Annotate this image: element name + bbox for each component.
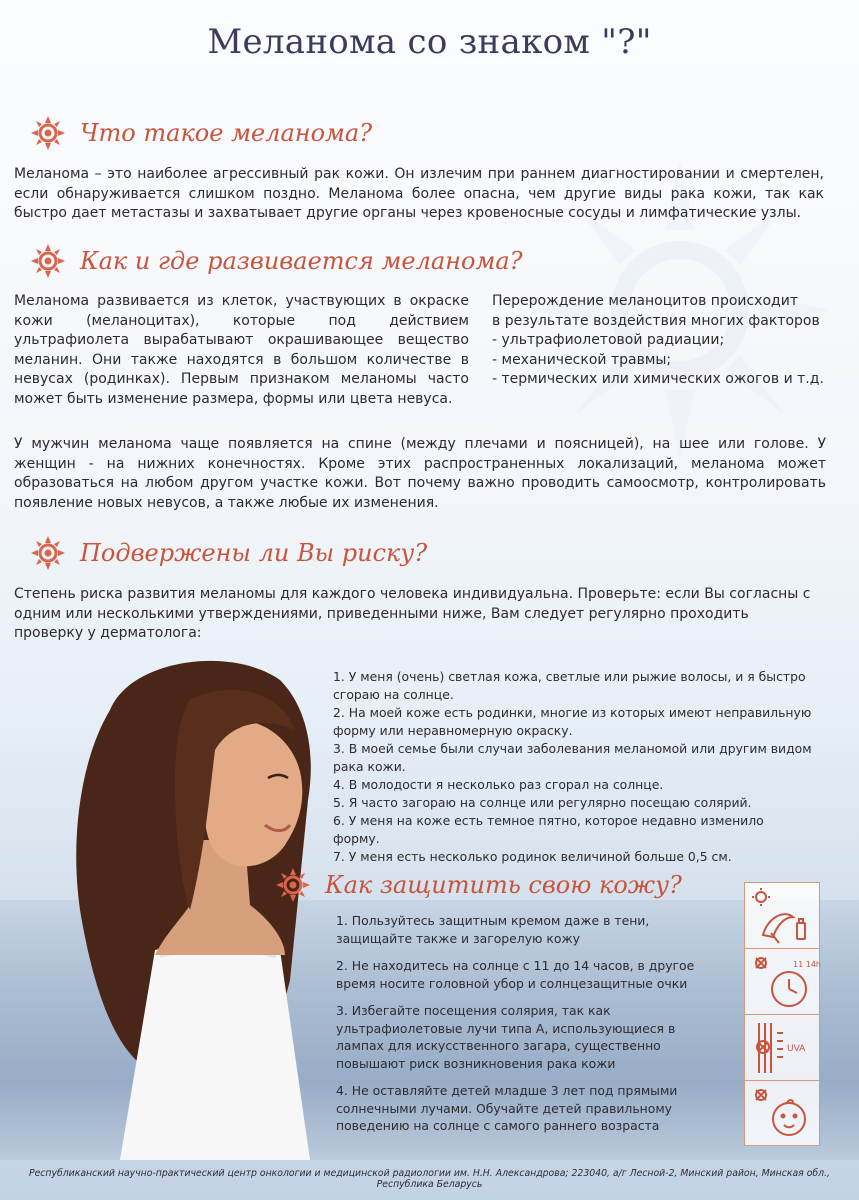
factor-line: - термических или химических ожогов и т.д.: [492, 371, 824, 387]
list-item: 5. Я часто загораю на солнце или регулярно посещаю солярий.: [333, 795, 752, 810]
sun-icon: [30, 535, 66, 571]
list-item: 3. В моей семье были случаи заболевания меланомой или другим видом рака кожи.: [333, 741, 812, 774]
sun-icon: [30, 243, 66, 279]
footer-address: Республиканский научно-практический центр онкологии и медицинской радиологии им. Н.Н. Александрова; 223040, а/г Лесной-2, Минский район, Минская обл., Республика Беларусь: [28, 1168, 831, 1190]
icon-cell-time: [745, 949, 819, 1015]
section-how-right-list: [492, 292, 827, 390]
list-item: 4. Не оставляйте детей младше 3 лет под прямыми солнечными лучами. Обучайте детей правильному поведению на солнце с самого раннего возраста: [336, 1083, 678, 1133]
section-what-text: Меланома – это наиболее агрессивный рак кожи. Он излечим при раннем диагностировании и смертелен, если обнаруживается слишком поздно. Меланома более опасна, чем другие виды рака кожи, так как быстро дает метастазы и захватывает другие органы через кровеносные сосуды и лимфатические узлы.: [14, 166, 824, 221]
factor-line: - механической травмы;: [492, 351, 672, 368]
icon-cell-children: [745, 1081, 819, 1147]
risk-statements-list: [333, 668, 813, 866]
section-risk-heading: [30, 535, 427, 571]
protection-icons-panel: [744, 882, 820, 1146]
child-icon: [749, 1085, 815, 1143]
list-item: 4. В молодости я несколько раз сгорал на солнце.: [333, 777, 664, 792]
section-title: Как защитить свою кожу?: [325, 871, 682, 899]
section-title: Что такое меланома?: [80, 119, 373, 147]
woman-silhouette: [40, 650, 370, 1160]
section-risk-text: Степень риска развития меланомы для каждого человека индивидуальна. Проверьте: если Вы согласны с одним или несколькими утверждениями, приведенными ниже, Вам следует регулярно проходить проверку у дерматолога:: [14, 586, 811, 641]
list-item: 2. Не находитесь на солнце с 11 до 14 часов, в другое время носите головной убор и солнцезащитные очки: [336, 958, 695, 991]
list-item: 6. У меня на коже есть темное пятно, которое недавно изменило форму.: [333, 813, 764, 846]
section-title: Подвержены ли Вы риску?: [80, 539, 428, 567]
section-how-text2: У мужчин меланома чаще появляется на спине (между плечами и поясницей), на шее или голове. У женщин - на нижних конечностях. Кроме этих распространенных локализаций, меланома может образоваться на любом другом участке кожи. Вот почему важно проводить самоосмотр, контролировать появление новых невусов, а также любые их изменения.: [14, 436, 826, 511]
icon-cell-sunscreen: [745, 883, 819, 949]
icon-cell-solarium: [745, 1015, 819, 1081]
factor-line: - ультрафиолетовой радиации;: [492, 332, 725, 348]
section-what-heading: [30, 115, 372, 151]
section-protect-heading: [275, 867, 682, 903]
uva-label: UVA: [787, 1044, 806, 1054]
clock-label: 11 14h: [793, 960, 821, 969]
list-item: 7. У меня есть несколько родинок величиной больше 0,5 см.: [333, 849, 732, 864]
page-title: Меланома со знаком "?": [207, 22, 652, 62]
list-item: 2. На моей коже есть родинки, многие из которых имеют неправильную форму или неравномерную окраску.: [333, 705, 812, 738]
clock-icon: [749, 953, 821, 1011]
section-how-heading: [30, 243, 523, 279]
uva-lamp-icon: [749, 1019, 815, 1077]
list-item: 1. У меня (очень) светлая кожа, светлые или рыжие волосы, и я быстро сгораю на солнце.: [333, 669, 806, 702]
list-item: 1. Пользуйтесь защитным кремом даже в тени, защищайте также и загорелую кожу: [336, 913, 650, 946]
sun-icon: [30, 115, 66, 151]
protect-advice-list: [336, 912, 706, 1145]
factor-line: Перерождение меланоцитов происходит: [492, 293, 798, 309]
list-item: 3. Избегайте посещения солярия, так как ультрафиолетовые лучи типа А, использующиеся в лампах для искусственного загара, существенно повышают риск возникновения рака кожи: [336, 1003, 676, 1071]
sun-icon: [275, 867, 311, 903]
section-title: Как и где развивается меланома?: [80, 247, 523, 275]
factor-line: в результате воздействия многих факторов: [492, 312, 820, 329]
section-how-left-text: Меланома развивается из клеток, участвующих в окраске кожи (меланоцитах), которые под действием ультрафиолета вырабатывают окрашивающее вещество меланин. Они также находятся в большом количестве в невусах (родинках). Первым признаком меланомы часто может быть изменение размера, формы или цвета невуса.: [14, 293, 469, 407]
umbrella-icon: [749, 887, 815, 945]
